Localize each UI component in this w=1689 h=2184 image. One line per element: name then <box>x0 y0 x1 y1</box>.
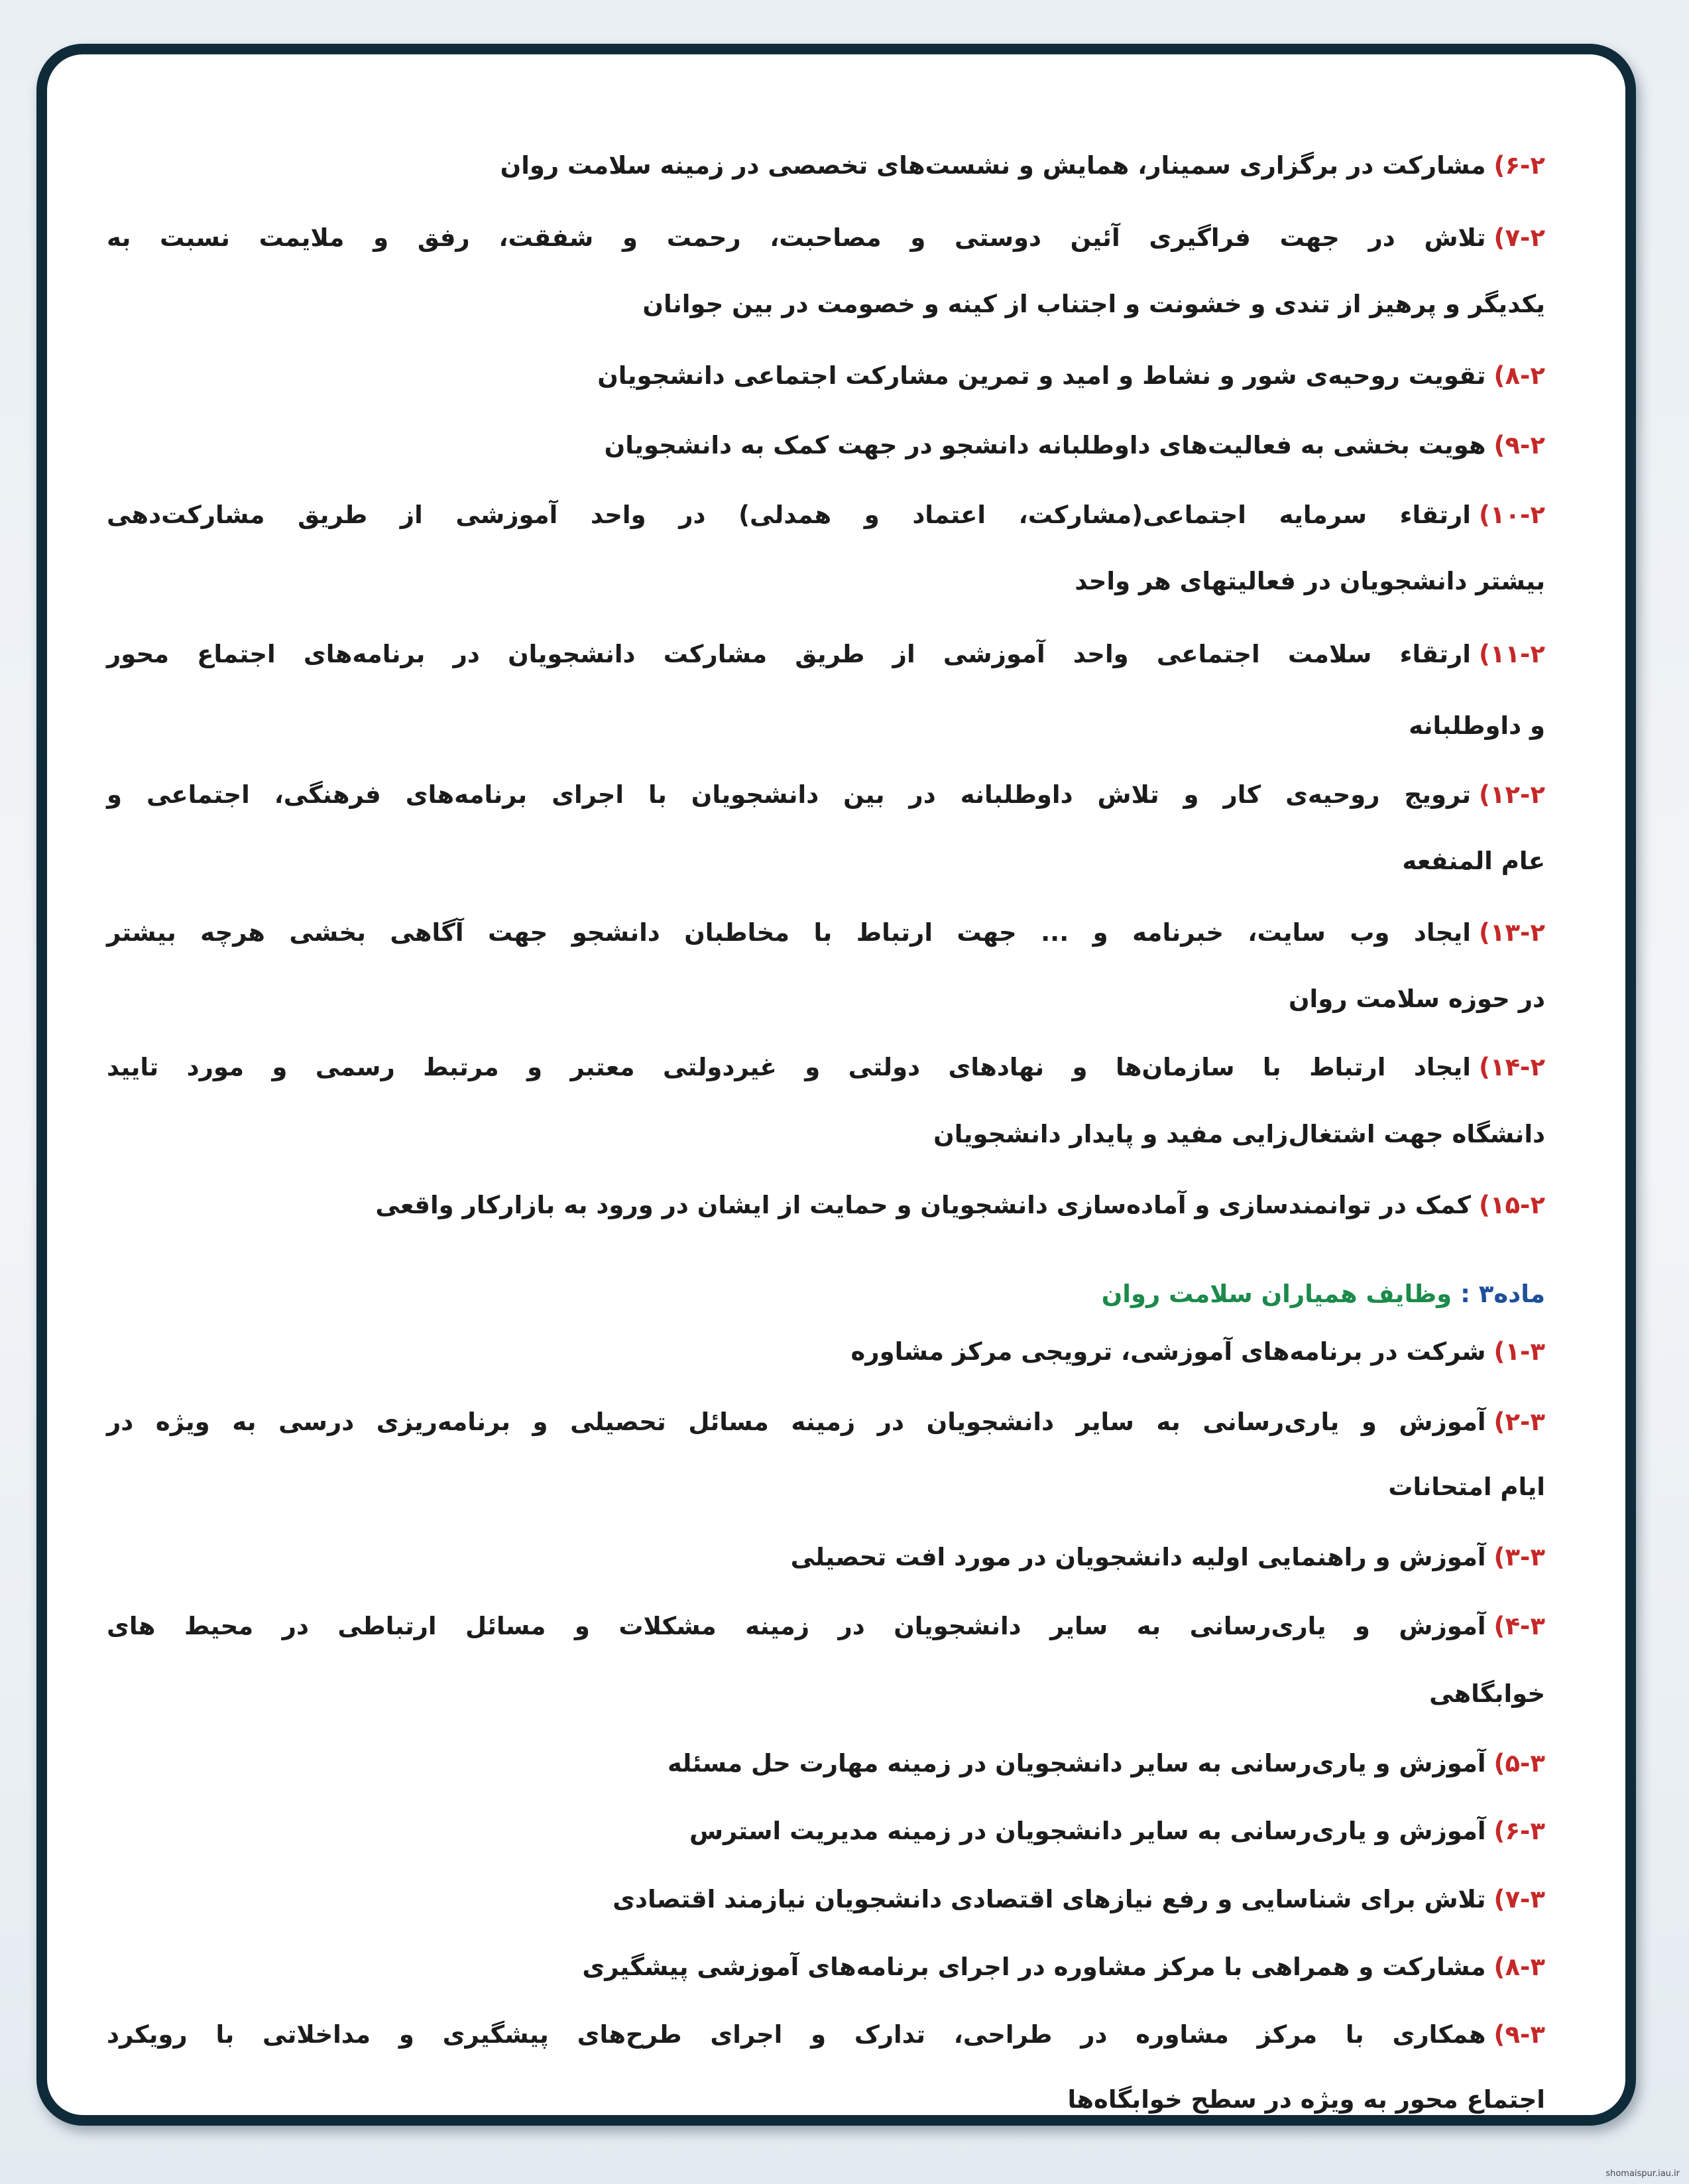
item-4-3-line-2: خوابگاهی <box>1429 1679 1545 1708</box>
item-6-3-line-1: ۶-۳)آموزش و یاری‌رسانی به سایر دانشجویان در زمینه مدیریت استرس <box>689 1817 1545 1845</box>
document-page <box>107 54 1545 2116</box>
item-15-2-line-1: ۱۵-۲)کمک در توانمندسازی و آماده‌سازی دانشجویان و حمایت از ایشان در ورود به بازارکار واقعی <box>375 1191 1545 1219</box>
article-label: ماده۳ : <box>1460 1280 1545 1308</box>
item-14-2-line-2: دانشگاه جهت اشتغال‌زایی مفید و پایدار دانشجویان <box>933 1120 1545 1148</box>
section-heading-article-3 <box>107 1278 1545 1311</box>
item-8-2-line-1: ۸-۲)تقویت روحیه‌ی شور و نشاط و امید و تمرین مشارکت اجتماعی دانشجویان <box>597 361 1545 390</box>
item-8-3-line-1: ۸-۳)مشارکت و همراهی با مرکز مشاوره در اجرای برنامه‌های آموزشی پیشگیری <box>582 1953 1545 1981</box>
item-4-3-line-1: ۴-۳)آموزش و یاری‌رسانی به سایر دانشجویان در زمینه مشکلات و مسائل ارتباطی در محیط های <box>107 1612 1545 1640</box>
item-11-2-line-2: و داوطلبانه <box>1409 711 1545 740</box>
item-11-2-line-1: ۱۱-۲)ارتقاء سلامت اجتماعی واحد آموزشی از طریق مشارکت دانشجویان در برنامه‌های اجتماع محور <box>107 640 1545 668</box>
item-13-2-line-1: ۱۳-۲)ایجاد وب سایت، خبرنامه و ... جهت ارتباط با مخاطبان دانشجو جهت آگاهی بخشی هرچه بیشتر <box>107 918 1545 947</box>
item-9-2-line-1: ۹-۲)هویت بخشی به فعالیت‌های داوطلبانه دانشجو در جهت کمک به دانشجویان <box>604 431 1545 459</box>
item-6-2-line-1: ۶-۲)مشارکت در برگزاری سمینار، همایش و نشست‌های تخصصی در زمینه سلامت روان <box>500 151 1545 180</box>
item-14-2-line-1: ۱۴-۲)ایجاد ارتباط با سازمان‌ها و نهادهای دولتی و غیردولتی معتبر و مرتبط رسمی و مورد تایید <box>107 1053 1545 1081</box>
item-3-3-line-1: ۳-۳)آموزش و راهنمایی اولیه دانشجویان در مورد افت تحصیلی <box>790 1543 1545 1571</box>
item-number: ۶-۲) <box>1493 151 1545 180</box>
item-number: ۹-۳) <box>1493 2020 1545 2049</box>
item-number: ۱۴-۲) <box>1478 1053 1545 1081</box>
item-number: ۴-۳) <box>1493 1612 1545 1640</box>
item-2-3-line-1: ۲-۳)آموزش و یاری‌رسانی به سایر دانشجویان در زمینه مسائل تحصیلی و برنامه‌ریزی درسی به ویژه در <box>107 1408 1545 1436</box>
item-10-2-line-2: بیشتر دانشجویان در فعالیتهای هر واحد <box>1075 567 1545 595</box>
item-9-3-line-2: اجتماع محور به ویژه در سطح خوابگاه‌ها <box>1067 2085 1545 2114</box>
item-number: ۱۵-۲) <box>1478 1191 1545 1219</box>
item-number: ۱-۳) <box>1493 1337 1545 1366</box>
item-1-3-line-1: ۱-۳)شرکت در برنامه‌های آموزشی، ترویجی مرکز مشاوره <box>850 1337 1545 1366</box>
item-number: ۹-۲) <box>1493 431 1545 459</box>
item-number: ۲-۳) <box>1493 1408 1545 1436</box>
item-7-3-line-1: ۷-۳)تلاش برای شناسایی و رفع نیازهای اقتصادی دانشجویان نیازمند اقتصادی <box>612 1885 1545 1913</box>
item-number: ۷-۳) <box>1493 1885 1545 1913</box>
item-number: ۱۲-۲) <box>1478 780 1545 809</box>
item-number: ۱۱-۲) <box>1478 640 1545 668</box>
item-12-2-line-1: ۱۲-۲)ترویج روحیه‌ی کار و تلاش داوطلبانه در بین دانشجویان با اجرای برنامه‌های فرهنگی، اجتماعی و <box>107 780 1545 809</box>
item-number: ۳-۳) <box>1493 1543 1545 1571</box>
watermark: shomaispur.iau.ir <box>1605 2169 1680 2179</box>
item-7-2-line-2: یکدیگر و پرهیز از تندی و خشونت و اجتناب از کینه و خصومت در بین جوانان <box>642 290 1545 318</box>
item-number: ۱۰-۲) <box>1478 501 1545 529</box>
item-2-3-line-2: ایام امتحانات <box>1388 1473 1545 1501</box>
item-number: ۸-۲) <box>1493 361 1545 390</box>
item-13-2-line-2: در حوزه سلامت روان <box>1288 985 1545 1013</box>
item-10-2-line-1: ۱۰-۲)ارتقاء سرمایه اجتماعی(مشارکت، اعتماد و همدلی) در واحد آموزشی از طریق مشارکت‌دهی <box>107 501 1545 529</box>
page-frame <box>36 44 1636 2126</box>
item-number: ۶-۳) <box>1493 1817 1545 1845</box>
item-number: ۷-۲) <box>1493 223 1545 252</box>
item-number: ۵-۳) <box>1493 1749 1545 1778</box>
item-12-2-line-2: عام المنفعه <box>1402 847 1545 875</box>
item-5-3-line-1: ۵-۳)آموزش و یاری‌رسانی به سایر دانشجویان در زمینه مهارت حل مسئله <box>667 1749 1545 1778</box>
article-title: وظایف همیاران سلامت روان <box>1101 1280 1452 1308</box>
item-number: ۸-۳) <box>1493 1953 1545 1981</box>
item-7-2-line-1: ۷-۲)تلاش در جهت فراگیری آئین دوستی و مصاحبت، رحمت و شفقت، رفق و ملایمت نسبت به <box>107 223 1545 252</box>
item-9-3-line-1: ۹-۳)همکاری با مرکز مشاوره در طراحی، تدارک و اجرای طرح‌های پیشگیری و مداخلاتی با رویکرد <box>107 2020 1545 2049</box>
item-number: ۱۳-۲) <box>1478 918 1545 947</box>
